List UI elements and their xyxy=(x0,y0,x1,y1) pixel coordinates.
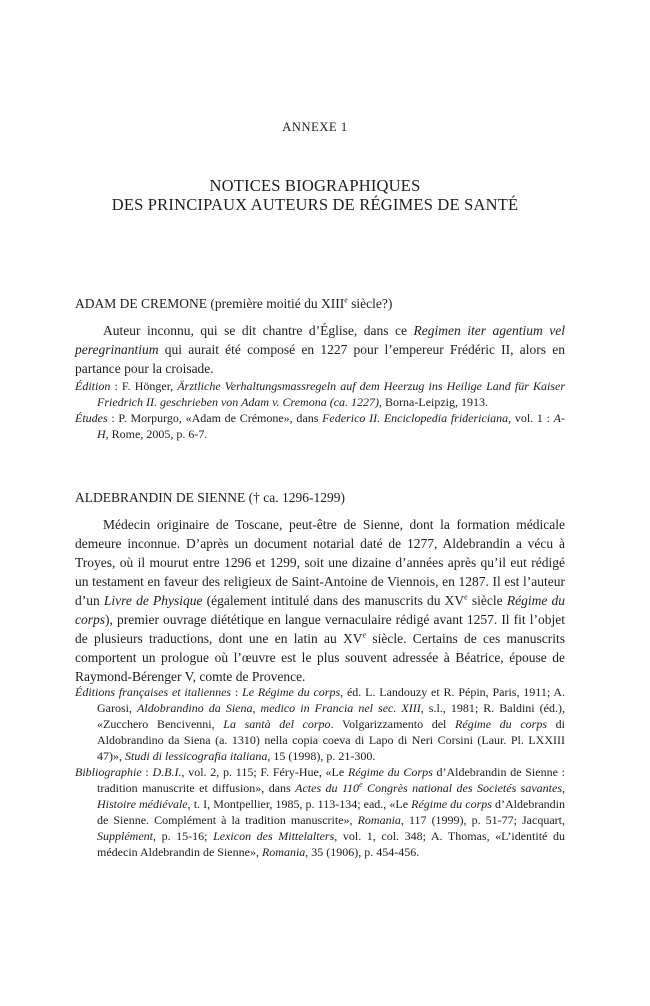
author-dates: (première moitié du XIIIe siècle?) xyxy=(207,295,393,311)
annex-label: ANNEXE 1 xyxy=(282,120,348,134)
reference-edition: Édition : F. Hönger, Ärztliche Verhaltungsmassregeln auf dem Heerzug ins Heilige Land für Kaiser Friedrich II. geschrieben von Adam v. Cremona (ca. 1227), Borna-Leipzig, 1913. xyxy=(75,379,565,409)
reference-label: Bibliographie xyxy=(75,765,142,779)
reference-label: Éditions françaises et italiennes xyxy=(75,685,232,699)
reference-bibliographie: Bibliographie : D.B.I., vol. 2, p. 115; F. Féry-Hue, «Le Régime du Corps d’Aldebrandin de Sienne : tradition manuscrite et diffusion», dans Actes du 110e Congrès national des Societés savantes, Histoire médiévale, t. I, Montpellier, 1985, p. 113-134; ead., «Le Régime du corps d’Aldebrandin de Sienne. Complément à la tradition manuscrite», Romania, 117 (1999), p. 51-77; Jacquart, Supplément, p. 15-16; Lexicon des Mittelalters, vol. 1, col. 348; A. Thomas, «L’identité du médecin Aldebrandin de Sienne», Romania, 35 (1906), p. 454-456. xyxy=(75,765,566,859)
references-aldebrandin xyxy=(75,684,565,860)
entry-heading-aldebrandin xyxy=(75,490,565,506)
title-line-1: NOTICES BIOGRAPHIQUES xyxy=(209,176,421,195)
entry-heading-adam xyxy=(75,296,565,312)
title-line-2: DES PRINCIPAUX AUTEURS DE RÉGIMES DE SANTÉ xyxy=(111,195,519,214)
author-dates: († ca. 1296-1299) xyxy=(245,490,345,505)
reference-etudes: Études : P. Morpurgo, «Adam de Crémone», dans Federico II. Enciclopedia fridericiana, vol. 1 : A-H, Rome, 2005, p. 6-7. xyxy=(75,411,565,441)
reference-label: Édition xyxy=(75,379,111,393)
biography-paragraph-aldebrandin: Médecin originaire de Toscane, peut-être de Sienne, dont la formation médicale demeure inconnue. D’après un document notarial daté de 1277, Aldebrandin a vécu à Troyes, où il mourut entre 1296 et 1299, soit une dizaine d’années après qu’il eut rédigé un testament en faveur des religieux de Saint-Antoine de Viennois, en 1287. Il est l’auteur d’un Livre de Physique (également intitulé dans des manuscrits du XVe siècle Régime du corps), premier ouvrage diététique en langue vernaculaire rédigé avant 1257. Il fit l’objet de plusieurs traductions, dont une en latin au XVe siècle. Certains de ces manuscrits comportent un prologue où l’œuvre est le plus souvent adressée à Béatrice, épouse de Raymond-Bérenger V, comte de Provence. xyxy=(75,517,565,684)
reference-editions: Éditions françaises et italiennes : Le Régime du corps, éd. L. Landouzy et R. Pépin, Paris, 1911; A. Garosi, Aldobrandino da Siena, medico in Francia nel sec. XIII, s.l., 1981; R. Baldini (éd.), «Zucchero Bencivenni, La santà del corpo. Volgarizzamento del Régime du corps di Aldobrandino da Siena (a. 1310) nella copia coeva di Lapo di Neri Corsini (Laur. Pl. LXXIII 47)», Studi di lessicografia italiana, 15 (1998), p. 21-300. xyxy=(75,685,565,763)
author-name: ALDEBRANDIN DE SIENNE xyxy=(75,490,246,505)
page-title xyxy=(0,176,630,214)
references-adam xyxy=(75,378,565,442)
biography-paragraph-adam: Auteur inconnu, qui se dit chantre d’Église, dans ce Regimen iter agentium vel peregrinantium qui aurait été composé en 1227 pour l’empereur Frédéric II, alors en partance pour la croisade. xyxy=(75,323,565,376)
reference-label: Études xyxy=(75,411,108,425)
author-name: ADAM DE CREMONE xyxy=(75,296,208,311)
